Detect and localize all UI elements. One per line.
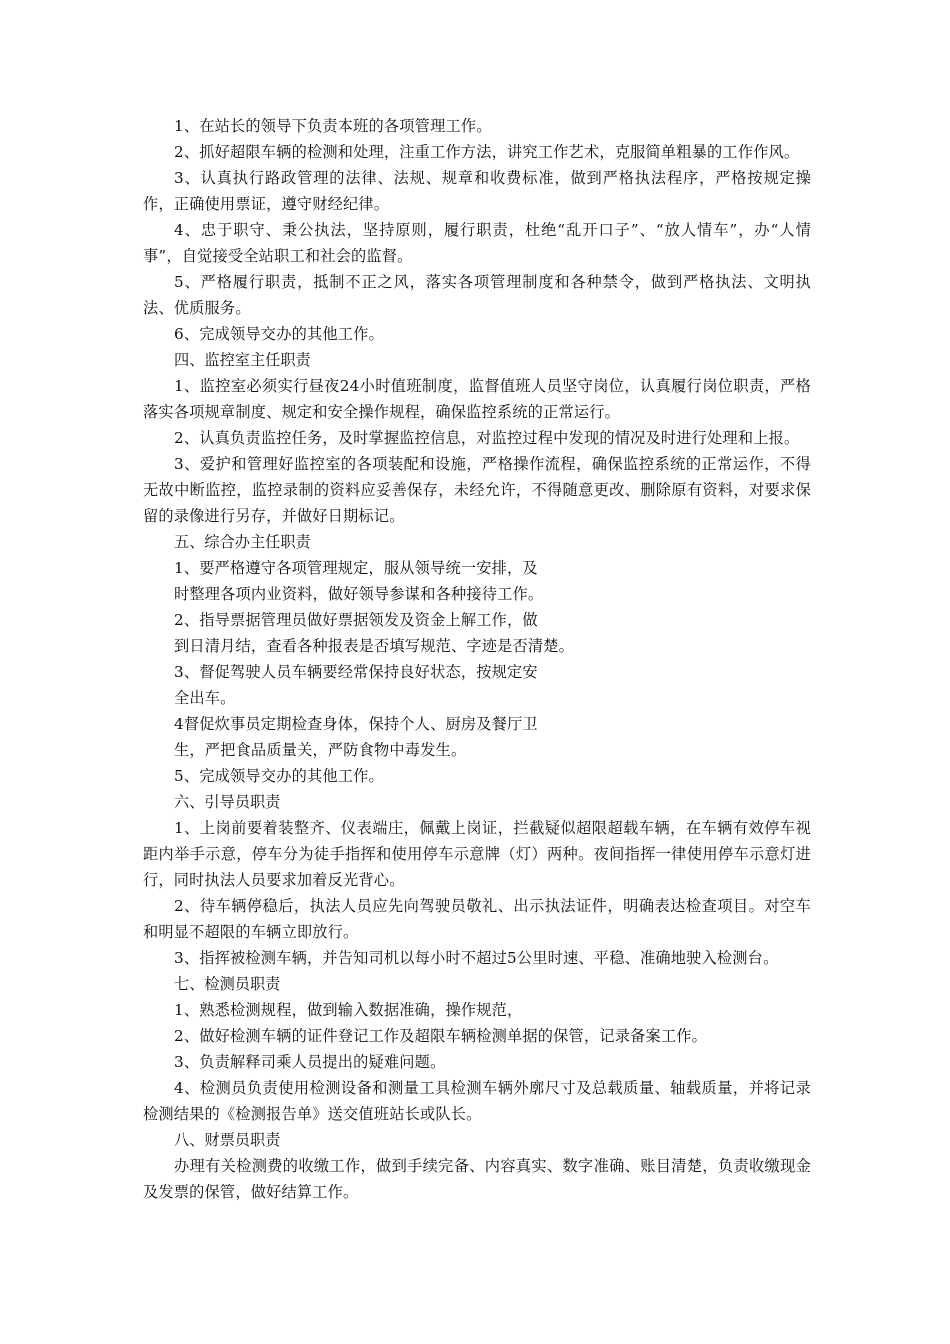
- text-line: 全出车。: [174, 689, 236, 707]
- text-line: 1、要严格遵守各项管理规定，服从领导统一安排，及: [174, 559, 538, 577]
- text-line: 4督促炊事员定期检查身体，保持个人、厨房及餐厅卫: [174, 715, 538, 733]
- paragraph: 6、完成领导交办的其他工作。: [174, 325, 384, 343]
- paragraph: 1、熟悉检测规程，做到输入数据准确，操作规范，: [174, 1001, 523, 1019]
- paragraph: 4、忠于职守、秉公执法，坚持原则，履行职责，杜绝“乱开口子”、“放人情车”，办“人情事”，自觉接受全站职工和社会的监督。: [143, 221, 811, 265]
- paragraph: 5、严格履行职责，抵制不正之风，落实各项管理制度和各种禁令，做到严格执法、文明执法、优质服务。: [143, 273, 811, 317]
- paragraph: 3、爱护和管理好监控室的各项装配和设施，严格操作流程，确保监控系统的正常运作，不得无故中断监控，监控录制的资料应妥善保存，未经允许，不得随意更改、删除原有资料，对要求保留的录像进行另存，并做好日期标记。: [143, 455, 811, 525]
- paragraph: 1、监控室必须实行昼夜24小时值班制度，监督值班人员坚守岗位，认真履行岗位职责，严格落实各项规章制度、规定和安全操作规程，确保监控系统的正常运行。: [143, 377, 811, 421]
- section-heading: 五、综合办主任职责: [174, 533, 311, 551]
- section-heading: 六、引导员职责: [174, 793, 281, 811]
- paragraph: 3、负责解释司乘人员提出的疑难问题。: [174, 1053, 446, 1071]
- paragraph: 3、认真执行路政管理的法律、法规、规章和收费标准，做到严格执法程序，严格按规定操作，正确使用票证，遵守财经纪律。: [143, 169, 811, 213]
- paragraph: 2、待车辆停稳后，执法人员应先向驾驶员敬礼、出示执法证件，明确表达检查项目。对空车和明显不超限的车辆立即放行。: [143, 897, 811, 941]
- text-line: 5、完成领导交办的其他工作。: [174, 767, 384, 785]
- text-line: 到日清月结，查看各种报表是否填写规范、字迹是否清楚。: [174, 637, 575, 655]
- paragraph: 3、指挥被检测车辆，并告知司机以每小时不超过5公里时速、平稳、准确地驶入检测台。: [174, 949, 779, 967]
- section-heading: 四、监控室主任职责: [174, 351, 311, 369]
- document-body: [143, 113, 811, 1205]
- text-line: 时整理各项内业资料，做好领导参谋和各种接待工作。: [174, 585, 544, 603]
- text-line: 生，严把食品质量关，严防食物中毒发生。: [174, 741, 467, 759]
- paragraph: 2、认真负责监控任务，及时掌握监控信息，对监控过程中发现的情况及时进行处理和上报。: [174, 429, 800, 447]
- text-line: 2、指导票据管理员做好票据领发及资金上解工作，做: [174, 611, 538, 629]
- paragraph: 1、在站长的领导下负责本班的各项管理工作。: [174, 117, 492, 135]
- section-heading: 七、检测员职责: [174, 975, 281, 993]
- section-heading: 八、财票员职责: [174, 1131, 281, 1149]
- paragraph: 1、上岗前要着装整齐、仪表端庄，佩戴上岗证，拦截疑似超限超载车辆，在车辆有效停车视距内举手示意，停车分为徒手指挥和使用停车示意牌（灯）两种。夜间指挥一律使用停车示意灯进行，同时执法人员要求加着反光背心。: [143, 819, 811, 889]
- paragraph: 2、做好检测车辆的证件登记工作及超限车辆检测单据的保管，记录备案工作。: [174, 1027, 708, 1045]
- paragraph: 2、抓好超限车辆的检测和处理，注重工作方法，讲究工作艺术，克服简单粗暴的工作作风。: [174, 143, 800, 161]
- paragraph: 办理有关检测费的收缴工作，做到手续完备、内容真实、数字准确、账目清楚，负责收缴现金及发票的保管，做好结算工作。: [143, 1157, 811, 1201]
- text-line: 3、督促驾驶人员车辆要经常保持良好状态，按规定安: [174, 663, 538, 681]
- paragraph: 4、检测员负责使用检测设备和测量工具检测车辆外廓尺寸及总载质量、轴载质量，并将记录检测结果的《检测报告单》送交值班站长或队长。: [143, 1079, 811, 1123]
